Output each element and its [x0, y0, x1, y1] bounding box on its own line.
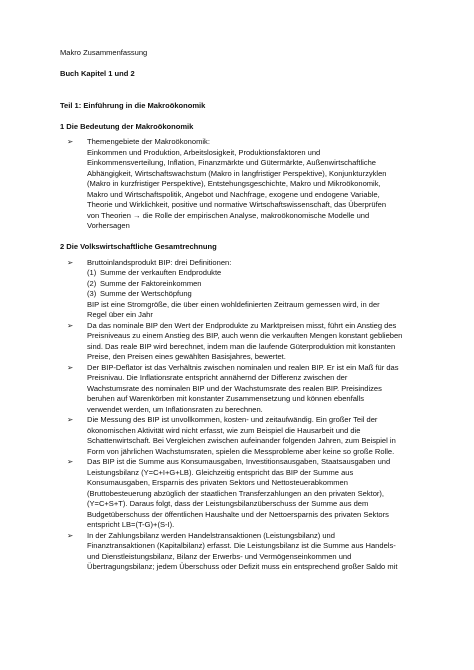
- bullet-continuation: BIP ist eine Stromgröße, die über einen wohldefinierten Zeitraum gemessen wird, in der Regel über ein Jahr: [87, 299, 380, 319]
- document-subtitle: Buch Kapitel 1 und 2: [60, 69, 135, 78]
- arrow-bullet-icon: ➢: [67, 257, 74, 267]
- section-heading-2: 2 Die Volkswirtschaftliche Gesamtrechnung: [60, 242, 217, 251]
- part-heading: Teil 1: Einführung in die Makroökonomik: [60, 100, 206, 110]
- section-heading-1: 1 Die Bedeutung der Makroökonomik: [60, 121, 194, 131]
- arrow-bullet-icon: ➢: [67, 457, 74, 466]
- arrow-bullet-icon: ➢: [67, 415, 74, 424]
- bullet-zahlungsbilanz: ➢ In der Zahlungsbilanz werden Handelstransaktionen (Leistungsbilanz) und Finanztransaktionen (Kapitalbilanz) erfasst. Die Leistungsbilanz ist die Summe aus Handels- und Dienstleistungsbilanz, Bilanz der Erwerbs- und Vermögenseinkommen und Übertragungsbilanz; jedem Überschuss oder Defizit muss ein entsprechend großer Saldo mit: [67, 530, 398, 571]
- arrow-bullet-icon: ➢: [67, 530, 74, 540]
- arrow-bullet-icon: ➢: [67, 362, 74, 372]
- bullet-nominales-bip: ➢ Da das nominale BIP den Wert der Endprodukte zu Marktpreisen misst, führt ein Anstieg des Preisniveaus zu einem Anstieg des BIP, auch wenn die verkauften Mengen konstant geblieben sind. Das reale BIP wird berechnet, indem man die laufende Güterproduktion mit konstanten Preise, den Preisen eines gewählten Basisjahres, bewertet.: [67, 320, 403, 361]
- document-title: Makro Zusammenfassung: [60, 48, 148, 57]
- numbered-item: (2) Summe der Faktoreinkommen: [87, 278, 202, 288]
- arrow-bullet-icon: ➢: [67, 320, 74, 330]
- numbered-item: (3) Summe der Wertschöpfung: [87, 289, 192, 298]
- bullet-bip-definitionen: ➢ Bruttoinlandsprodukt BIP: drei Definitionen:: [67, 257, 232, 267]
- bullet-bip-deflator: ➢ Der BIP-Deflator ist das Verhältnis zwischen nominalen und realen BIP. Er ist ein Maß für das Preisnivau. Die Inflationsrate entspricht annähernd der Differenz zwischen der Wachstumsrate des nominalen BIP und der Wachstumsrate des realen BIP. Preisindizes beruhen auf Warenkörben mit konstanter Zusammensetzung und können ebenfalls verwendet werden, um Inflationsraten zu berechnen.: [67, 362, 399, 414]
- bullet-bip-summe: ➢ Das BIP ist die Summe aus Konsumausgaben, Investitionsausgaben, Staatsausgaben und Leistungsbilanz (Y=C+I+G+LB). Gleichzeitig entspricht das BIP der Summe aus Konsumausgaben, Ersparnis des privaten Sektors und Nettosteuerabkommen (Bruttobesteuerung abzüglich der staatlichen Transferzahlungen an den privaten Sektor), (Y=C+S+T). Daraus folgt, dass der Leistungsbilanzüberschuss der Summe aus dem Budgetüberschuss der öffentlichen Haushalte und der Nettoersparnis des privaten Sektors entspricht LB=(T-G)+(S-I).: [67, 457, 391, 529]
- document-body: [60, 48, 420, 573]
- arrow-bullet-icon: ➢: [67, 137, 74, 146]
- bullet-themengebiete: ➢ Themengebiete der Makroökonomik: Einkommen und Produktion, Arbeitslosigkeit, Produktionsfaktoren und Einkommensverteilung, Inflation, Finanzmärkte und Gütermärkte, Außenwirtschaftliche Abhängigkeit, Wirtschaftswachstum (Makro in langfristiger Perspektive), Konjunkturzyklen (Makro in kurzfristiger Perspektive), Entstehungsgeschichte, Makro und Mikroökonomik, Makro und Wirtschaftspolitik, Angebot und Nachfrage, exogene und endogene Variable, Theorie und Wirklichkeit, positive und normative Wirtschaftswissenschaft, das Überprüfen von Theorien → die Rolle der empirischen Analyse, makroökonomische Modelle und Vorhersagen: [67, 137, 387, 230]
- numbered-item: (1) Summe der verkauften Endprodukte: [87, 268, 222, 277]
- bullet-messung-bip: ➢ Die Messung des BIP ist unvollkommen, kosten- und zeitaufwändig. Ein großer Teil der ökonomischen Aktivität wird nicht erfasst, wie zum Beispiel die Hausarbeit und die Schattenwirtschaft. Bei Vergleichen zwischen aufeinander folgenden Jahren, zum Beispiel in Form von jährlichen Wachstumsraten, spielen die Messprobleme aber keine so große Rolle.: [67, 415, 396, 456]
